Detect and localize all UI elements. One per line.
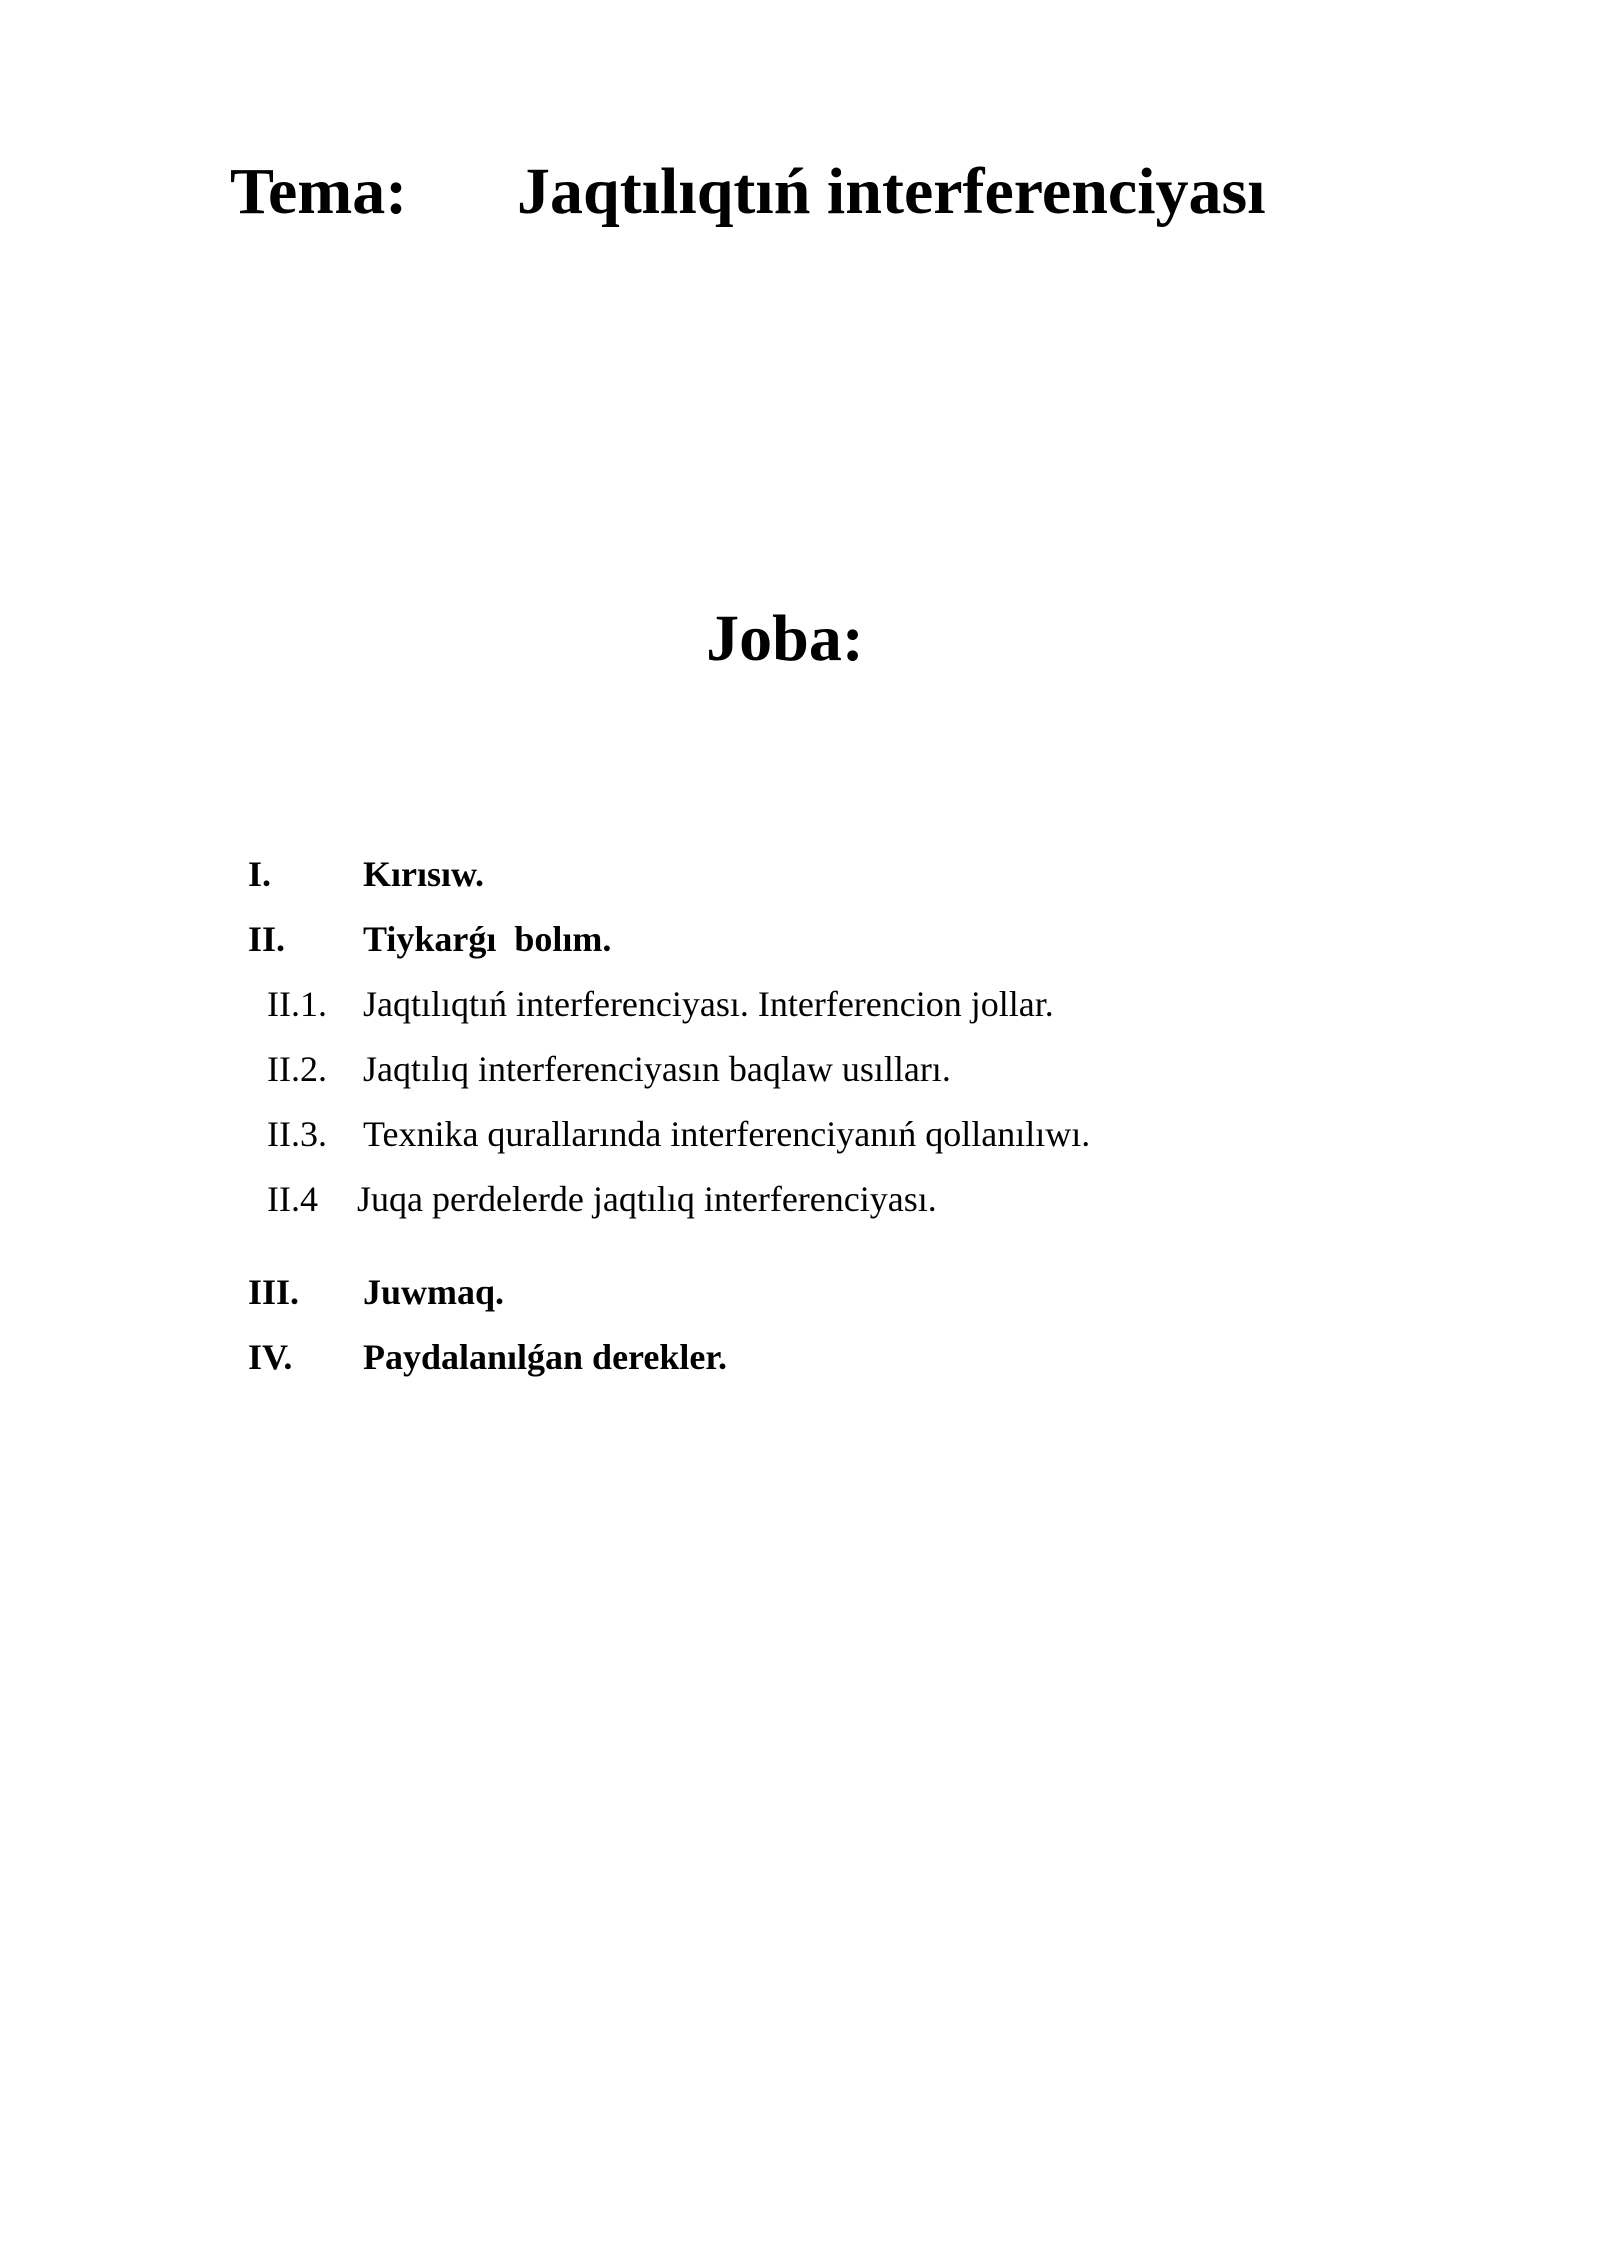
plan-item-label: Jaqtılıqtıń interferenciyası. Interferencion jollar. (363, 984, 1054, 1024)
plan-item-number: I. (248, 854, 272, 894)
plan-heading: Joba: (706, 602, 864, 675)
plan-item-number: III. (248, 1272, 300, 1312)
topic-label: Tema: (230, 155, 408, 228)
plan-item-label: Jaqtılıq interferenciyasın baqlaw usılları. (363, 1049, 951, 1089)
plan-item-number: II.2. (267, 1049, 327, 1089)
plan-item-label: Kırısıw. (363, 854, 485, 894)
plan-item-label: Juqa perdelerde jaqtılıq interferenciyası. (357, 1179, 937, 1219)
plan-item-number: II.3. (267, 1114, 327, 1154)
plan-item-number: IV. (248, 1337, 293, 1377)
topic-title: Jaqtılıqtıń interferenciyası (517, 155, 1266, 228)
plan-item-number: II.1. (267, 984, 327, 1024)
plan-item-label: Tiykarǵı bolım. (363, 919, 612, 959)
plan-item-number: II.4 (267, 1179, 318, 1219)
plan-item-number: II. (248, 919, 286, 959)
plan-item-label: Juwmaq. (363, 1272, 505, 1312)
plan-item-label: Paydalanılǵan derekler. (363, 1337, 728, 1377)
plan-item-label: Texnika qurallarında interferenciyanıń qollanılıwı. (363, 1114, 1091, 1154)
